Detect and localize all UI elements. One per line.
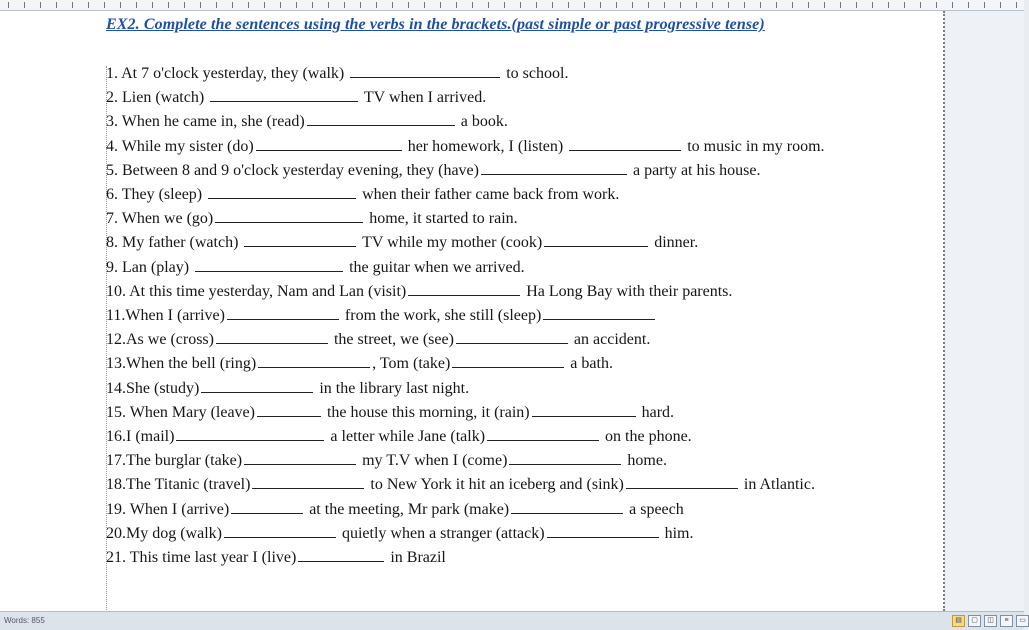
ruler-tick [200, 2, 201, 8]
ruler-tick [600, 2, 601, 8]
ruler-tick [360, 2, 361, 8]
sentence-text: my T.V when I (come) [358, 452, 508, 470]
ruler-tick [232, 2, 233, 8]
answer-blank[interactable] [252, 474, 364, 489]
ruler-tick [920, 2, 921, 8]
sentence-text: a party at his house. [628, 161, 761, 179]
outline-view-icon[interactable]: ≡ [1000, 615, 1013, 627]
answer-blank[interactable] [224, 523, 336, 538]
ruler-tick [680, 2, 681, 8]
answer-blank[interactable] [547, 523, 659, 538]
window-background [946, 11, 1024, 611]
ruler-tick [56, 2, 57, 8]
answer-blank[interactable] [256, 136, 402, 151]
exercise-sentence [106, 328, 918, 352]
answer-blank[interactable] [511, 499, 623, 514]
ruler-tick [872, 2, 873, 8]
answer-blank[interactable] [543, 305, 655, 320]
ruler-tick [152, 2, 153, 8]
sentence-text: 7. When we (go) [106, 210, 214, 228]
exercise-sentence [106, 62, 918, 86]
exercise-sentence [106, 473, 918, 497]
exercise-sentence [106, 86, 918, 110]
exercise-sentence [106, 425, 918, 449]
sentence-text: home, it started to rain. [365, 210, 518, 228]
sentence-text: him. [660, 524, 694, 542]
answer-blank[interactable] [244, 232, 356, 247]
ruler-tick [840, 2, 841, 8]
sentence-text: an accident. [569, 331, 651, 349]
ruler-tick [696, 2, 697, 8]
ruler-tick [616, 2, 617, 8]
ruler-tick [312, 2, 313, 8]
full-screen-view-icon[interactable]: ▢ [968, 615, 981, 627]
exercise-sentence [106, 546, 918, 570]
exercise-sentence [106, 449, 918, 473]
web-layout-view-icon[interactable]: ◫ [984, 615, 997, 627]
ruler-tick [952, 2, 953, 8]
exercise-sentence [106, 256, 918, 280]
ruler-tick [24, 2, 25, 8]
ruler-tick [664, 2, 665, 8]
ruler-tick [408, 2, 409, 8]
ruler-tick [296, 2, 297, 8]
ruler-tick [904, 2, 905, 8]
ruler-tick [712, 2, 713, 8]
answer-blank[interactable] [176, 426, 324, 441]
ruler-tick [984, 2, 985, 8]
exercise-sentence [106, 401, 918, 425]
ruler-tick [648, 2, 649, 8]
ruler-tick [728, 2, 729, 8]
ruler-tick [280, 2, 281, 8]
answer-blank[interactable] [350, 63, 500, 78]
sentence-text: in the library last night. [315, 379, 470, 397]
answer-blank[interactable] [408, 281, 520, 296]
ruler-tick [936, 2, 937, 8]
ruler-tick [136, 2, 137, 8]
exercise-sentence [106, 304, 918, 328]
answer-blank[interactable] [532, 402, 636, 417]
sentence-text: 17.The burglar (take) [106, 452, 243, 470]
sentence-text: hard. [637, 403, 675, 421]
sentence-text: in Atlantic. [739, 476, 815, 494]
sentence-text: 20.My dog (walk) [106, 524, 222, 542]
ruler-tick [968, 2, 969, 8]
ruler-tick [184, 2, 185, 8]
ruler-tick [104, 2, 105, 8]
sentence-text: Ha Long Bay with their parents. [522, 282, 733, 300]
exercise-sentence [106, 522, 918, 546]
ruler-tick [328, 2, 329, 8]
sentence-text: her homework, I (listen) [403, 137, 568, 155]
sentence-text: from the work, she still (sleep) [340, 307, 542, 325]
sentence-text: 8. My father (watch) [106, 234, 243, 252]
ruler-tick [504, 2, 505, 8]
sentence-text: 10. At this time yesterday, Nam and Lan (visit) [106, 282, 407, 300]
answer-blank[interactable] [258, 353, 370, 368]
view-switcher [952, 615, 1029, 627]
sentence-text: 4. While my sister (do) [106, 137, 254, 155]
ruler-tick [536, 2, 537, 8]
sentence-text: 1. At 7 o'clock yesterday, they (walk) [106, 65, 349, 82]
ruler-tick [568, 2, 569, 8]
sentence-text: 6. They (sleep) [106, 186, 207, 204]
ruler-tick [40, 2, 41, 8]
sentence-text: the guitar when we arrived. [345, 258, 525, 276]
exercise-sentence [106, 159, 918, 183]
sentence-text: home. [623, 452, 667, 470]
ruler-tick [632, 2, 633, 8]
sentence-text: , Tom (take) [372, 355, 451, 373]
sentence-text: when their father came back from work. [358, 186, 620, 204]
sentence-text: 12.As we (cross) [106, 331, 214, 349]
sentence-text: the house this morning, it (rain) [322, 403, 530, 421]
exercise-sentence [106, 377, 918, 401]
answer-blank[interactable] [626, 474, 738, 489]
sentence-text: a bath. [566, 355, 613, 373]
answer-blank[interactable] [257, 402, 321, 417]
ruler-tick [824, 2, 825, 8]
answer-blank[interactable] [544, 232, 648, 247]
sentence-text: 16.I (mail) [106, 428, 175, 446]
ruler-tick [856, 2, 857, 8]
answer-blank[interactable] [215, 208, 363, 223]
ruler-tick [520, 2, 521, 8]
ruler-tick [392, 2, 393, 8]
ruler-tick [264, 2, 265, 8]
ruler-tick [72, 2, 73, 8]
sentence-text: TV when I arrived. [360, 89, 487, 107]
ruler-tick [584, 2, 585, 8]
exercise-sentence [106, 280, 918, 304]
right-margin-guide [943, 11, 945, 611]
exercise-sentence [106, 352, 918, 376]
exercise-sentence [106, 207, 918, 231]
sentence-text: 9. Lan (play) [106, 258, 194, 276]
ruler-tick [248, 2, 249, 8]
answer-blank[interactable] [487, 426, 599, 441]
sentence-text: a speech [625, 500, 684, 518]
draft-view-icon[interactable]: ▭ [1016, 615, 1029, 627]
ruler-tick [216, 2, 217, 8]
ruler-tick [792, 2, 793, 8]
ruler-tick [760, 2, 761, 8]
sentence-text: 2. Lien (watch) [106, 89, 209, 107]
sentence-text: to school. [502, 65, 569, 82]
ruler-tick [344, 2, 345, 8]
answer-blank[interactable] [216, 329, 328, 344]
answer-blank[interactable] [509, 450, 621, 465]
sentence-text: the street, we (see) [329, 331, 454, 349]
sentence-text: 15. When Mary (leave) [106, 403, 255, 421]
ruler-tick [488, 2, 489, 8]
sentence-text: dinner. [650, 234, 699, 252]
ruler-tick [8, 2, 9, 8]
print-layout-view-icon[interactable]: ▤ [952, 615, 965, 627]
sentence-text: 11.When I (arrive) [106, 307, 225, 325]
sentence-text: 13.When the bell (ring) [106, 355, 257, 373]
ruler-tick [456, 2, 457, 8]
answer-blank[interactable] [456, 329, 568, 344]
answer-blank[interactable] [569, 136, 681, 151]
ruler-tick [1000, 2, 1001, 8]
exercise-sentence [106, 231, 918, 255]
sentence-text: to music in my room. [683, 137, 825, 155]
answer-blank[interactable] [208, 184, 356, 199]
exercise-sentence [106, 110, 918, 134]
horizontal-ruler [0, 0, 1024, 11]
status-bar [0, 611, 1024, 630]
exercise-sentence [106, 498, 918, 522]
ruler-tick [552, 2, 553, 8]
sentence-text: on the phone. [601, 428, 692, 446]
sentence-text: 18.The Titanic (travel) [106, 476, 251, 494]
ruler-tick [808, 2, 809, 8]
answer-blank[interactable] [231, 499, 303, 514]
ruler-tick [1016, 2, 1017, 8]
ruler-tick [440, 2, 441, 8]
exercise-list [106, 62, 918, 570]
ruler-tick [376, 2, 377, 8]
answer-blank[interactable] [452, 353, 564, 368]
sentence-text: TV while my mother (cook) [358, 234, 543, 252]
sentence-text: 3. When he came in, she (read) [106, 113, 305, 131]
sentence-text: 14.She (study) [106, 379, 200, 397]
ruler-tick [776, 2, 777, 8]
ruler-tick [88, 2, 89, 8]
ruler-tick [168, 2, 169, 8]
answer-blank[interactable] [227, 305, 339, 320]
exercise-title: EX2. Complete the sentences using the verbs in the brackets.(past simple or past progressive tense) [106, 16, 765, 33]
sentence-text: 5. Between 8 and 9 o'clock yesterday evening, they (have) [106, 161, 479, 179]
sentence-text: a book. [456, 113, 508, 131]
answer-blank[interactable] [481, 160, 627, 175]
answer-blank[interactable] [307, 111, 455, 126]
ruler-tick [120, 2, 121, 8]
ruler-tick [424, 2, 425, 8]
status-page-info: Words: 855 [4, 616, 45, 625]
answer-blank[interactable] [201, 378, 313, 393]
sentence-text: at the meeting, Mr park (make) [305, 500, 510, 518]
sentence-text: in Brazil [386, 549, 446, 567]
exercise-sentence [106, 183, 918, 207]
answer-blank[interactable] [195, 257, 343, 272]
ruler-tick [472, 2, 473, 8]
ruler-tick [888, 2, 889, 8]
sentence-text: 19. When I (arrive) [106, 500, 230, 518]
answer-blank[interactable] [244, 450, 356, 465]
answer-blank[interactable] [298, 547, 384, 562]
exercise-sentence [106, 135, 918, 159]
sentence-text: a letter while Jane (talk) [326, 428, 486, 446]
sentence-text: quietly when a stranger (attack) [337, 524, 545, 542]
answer-blank[interactable] [210, 87, 358, 102]
ruler-tick [744, 2, 745, 8]
sentence-text: 21. This time last year I (live) [106, 549, 297, 567]
sentence-text: to New York it hit an iceberg and (sink) [366, 476, 624, 494]
